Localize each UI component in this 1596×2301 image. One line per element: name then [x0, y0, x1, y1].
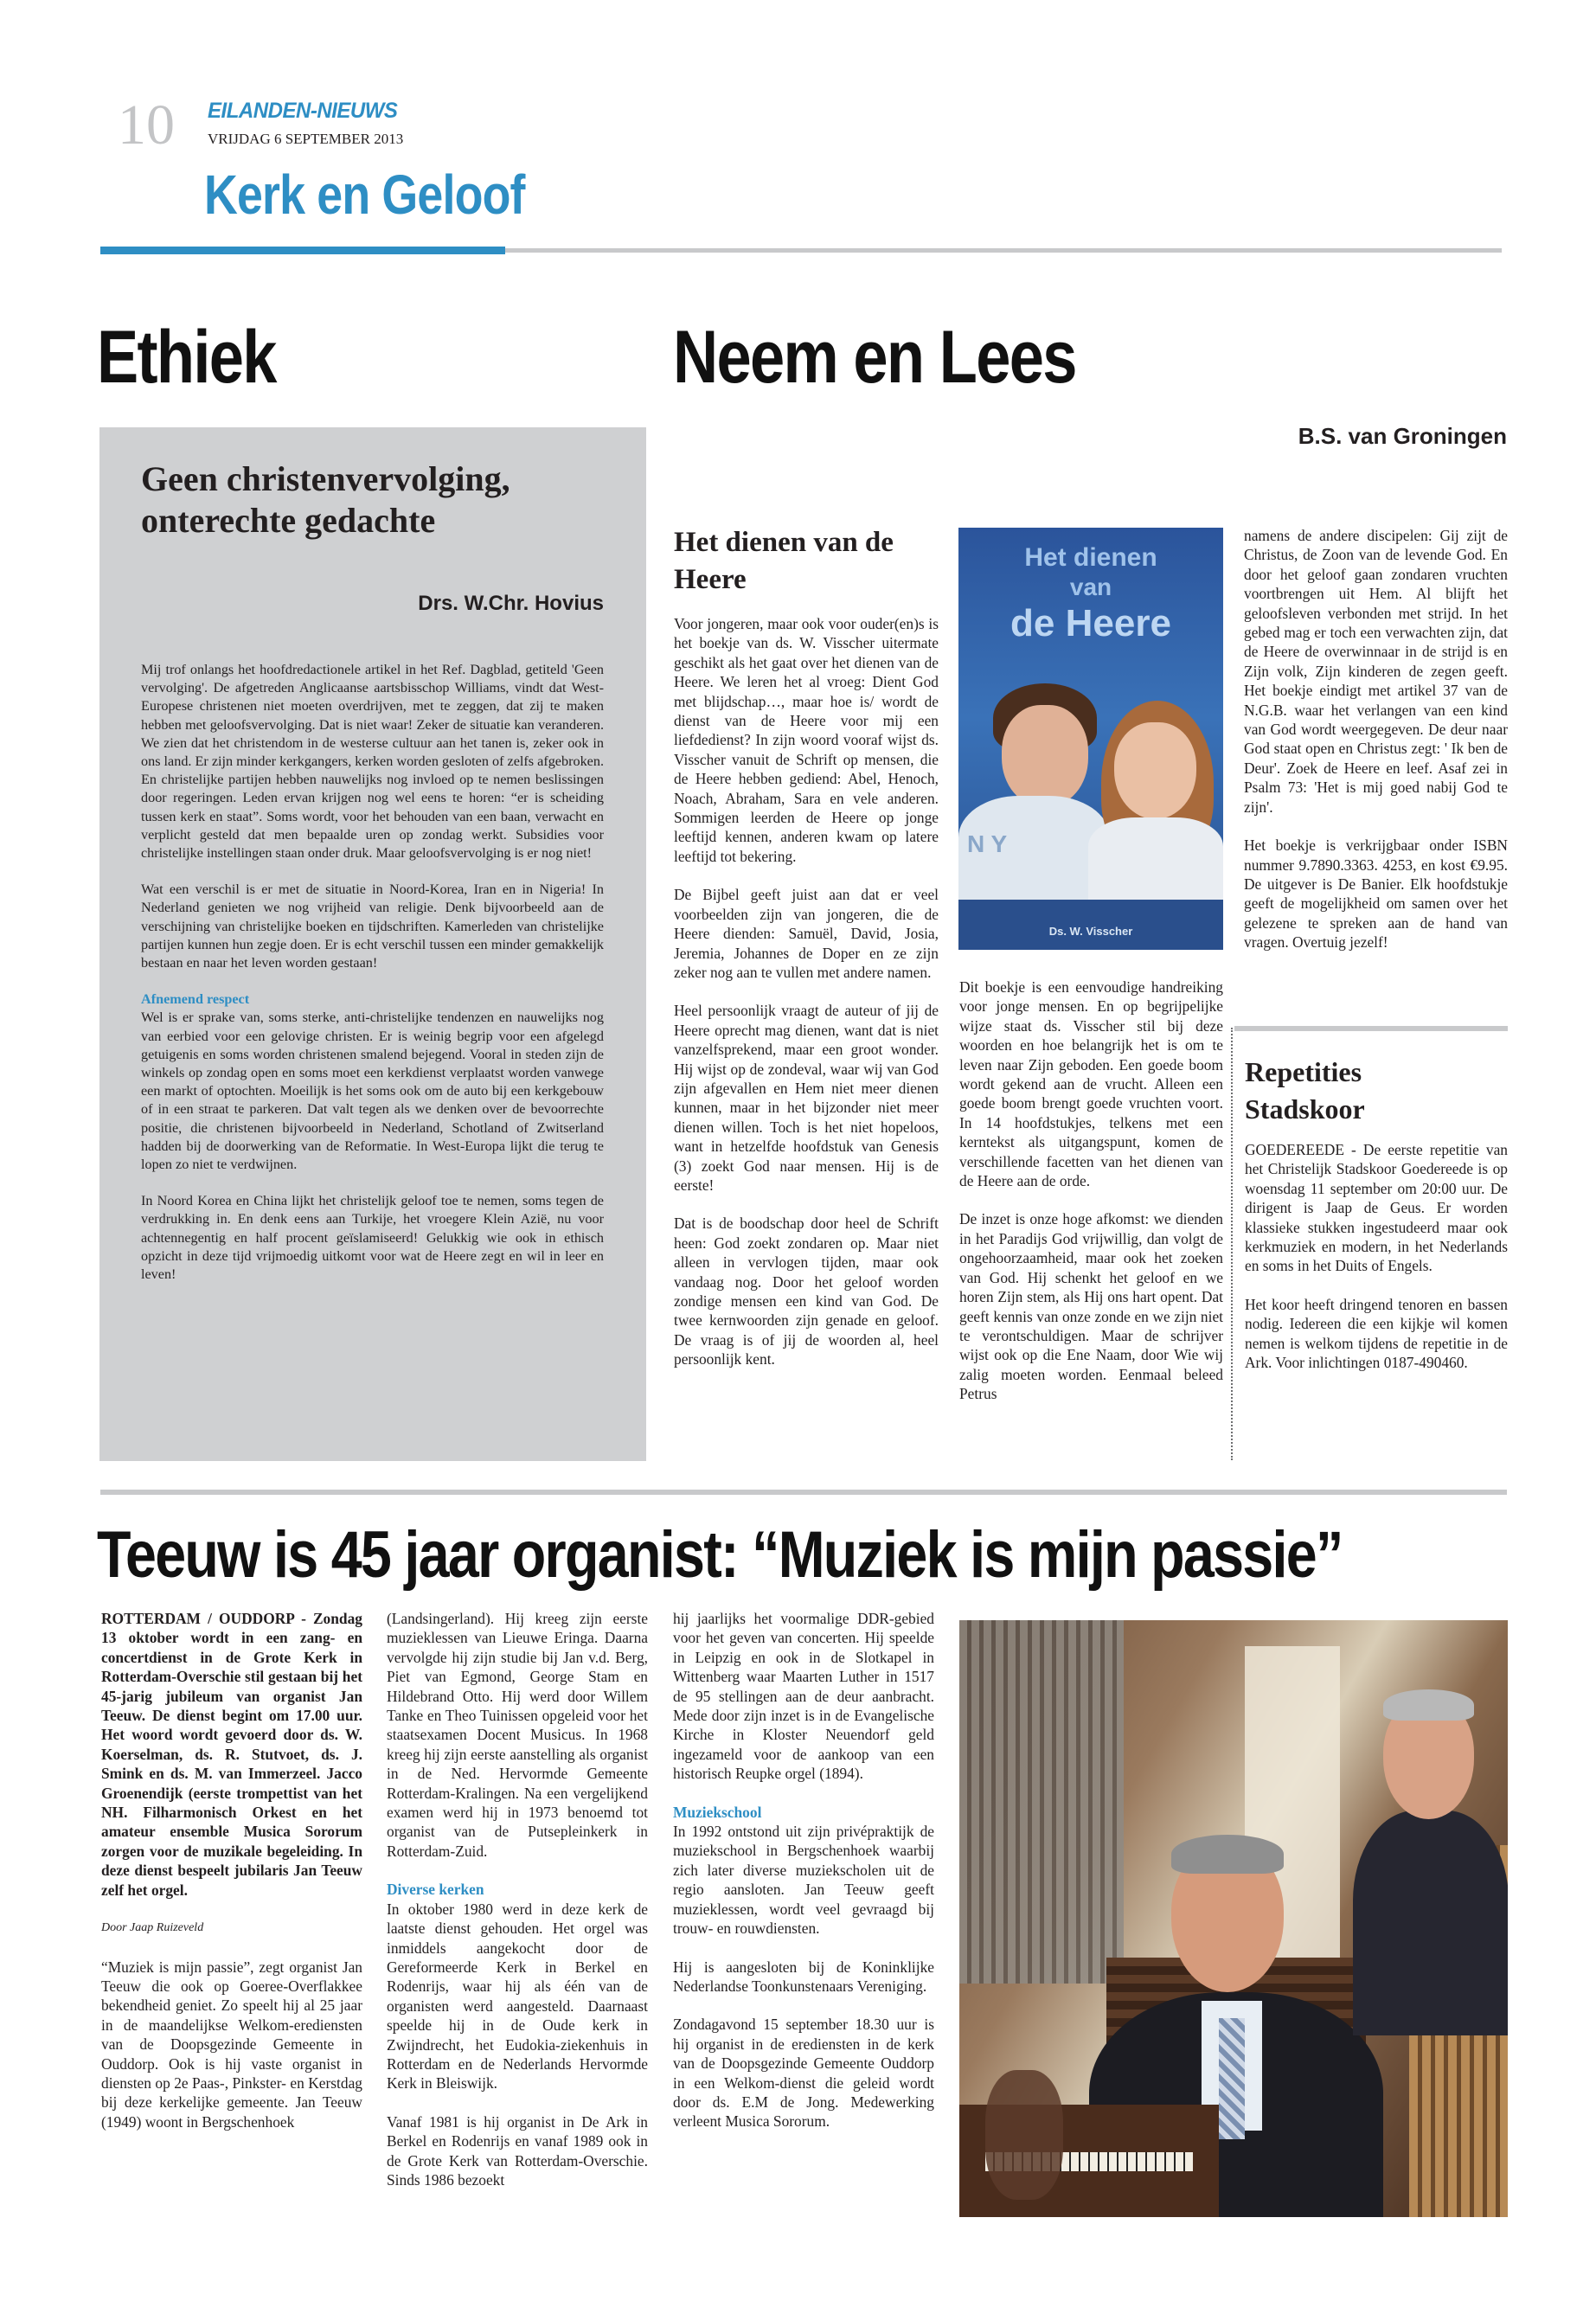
neem-en-lees-paragraph: Dit boekje is een eenvoudige handreiking voor jonge mensen. En op begrijpelijke wijze staat ds. Visscher stil bij deze woorden en hoe belangrijk het is om te leven naar Zijn geboden. Een goede boom wordt gekend aan de vrucht. Alleen een goede boom brengt goede vruchten voort. In 14 hoofdstukjes, telkens met een kerntekst als uitgangspunt, komen de verschillende facetten van het dienen van de Heere aan de orde. [959, 978, 1223, 1190]
girl-face [1114, 722, 1196, 819]
section-rule-accent [100, 247, 505, 254]
teeuw-paragraph: Zondagavond 15 september 18.30 uur is hij organist in de erediensten in de kerk van de Doopsgezinde Gemeente Ouddorp in een Welkom-dienst die geleid wordt door ds. E.M de Jong. Medewerking verleent Musica Sororum. [673, 2016, 934, 2131]
neem-en-lees-paragraph: Het boekje is verkrijgbaar onder ISBN nummer 9.7890.3363. 4253, en kost €9.95. De uitgever is De Banier. Elk hoofdstukje geeft de mogelijkheid om samen over het gelezene te spreken aan de hand van vragen. Overtuig jezelf! [1244, 836, 1508, 952]
book-cover-title-line: van [1069, 574, 1112, 600]
ethiek-paragraph: In Noord Korea en China lijkt het christelijk geloof toe te nemen, soms tegen de verdrukking in. En denk eens aan Turkije, het vroegere Klein Azië, nu voor achtennegentig en half procent geïslamiseerd! Gelukkig wie ook in ethisch opzicht in deze tijd vrijmoedig uitkomt voor wat de Heere zegt en wil in leer en leven! [141, 1193, 604, 1283]
ethiek-paragraph: Wel is er sprake van, soms sterke, anti-christelijke tendenzen en nauwelijks nog van eerbied voor een gelovige christen. Er is weinig begrip voor een afgelegd getuigenis en soms worden christenen smalend bejegend. Vooral in steden zijn de winkels op zondag open en soms moet een kerkdienst verplaatst worden vanwege een markt of optochten. Moeilijk is het soms ook om de auto bij een kerkgebouw of in een straat te parkeren. Dat valt tegen als we denken over de bevoorrechte positie, die christenen bijvoorbeeld in Nederland, Schotland of Zwitserland hadden bij de doorwerking van de Reformatie. In West-Europa lijkt die terug te lopen zo niet te verdwijnen. [141, 1009, 604, 1173]
column-dotted-separator [1231, 1028, 1233, 1460]
teeuw-paragraph: Vanaf 1981 is hij organist in De Ark in Berkel en Rodenrijs en vanaf 1989 ook in de Grote Kerk van Rotterdam-Overschie. Sinds 1986 bezoekt [387, 2112, 648, 2189]
teeuw-paragraph: In oktober 1980 werd in deze kerk de laatste dienst gehouden. Het orgel was inmiddels aangekocht door de Gereformeerde Kerk in Berkel en Rodenrijs, waar hij als één van de organisten werd aangesteld. Daarnaast speelde hij in de Oude kerk in Zwijndrecht, het Eudokia-ziekenhuis in Rotterdam en de Nederlands Hervormde Kerk in Bleiswijk. [387, 1900, 648, 2093]
man-right-hair [1383, 1689, 1474, 1721]
short-news-top-rule [1234, 1026, 1508, 1031]
book-cover-title [958, 543, 1223, 645]
neem-en-lees-paragraph: Voor jongeren, maar ook voor ouder(en)s is het boekje van ds. W. Visscher uitermate geschikt als het gaat over het dienen van de Heere. We leren het al vroeg: Dient God met blijdschap…, maar hoe is/ wordt de dienst van de Heere voor mij een liefdedienst? In zijn woord vooraf wijst ds. Visscher vanuit de Schrift op mensen, die de Heere hebben gediend: Abel, Henoch, Noach, Abraham, Sara en vele anderen. Sommigen leerden de Heere op jonge leeftijd kennen, anderen kwam op latere leeftijd tot bekering. [674, 615, 939, 865]
girl-shirt [1088, 817, 1223, 900]
teeuw-col1 [101, 1609, 362, 2131]
teeuw-subhead: Muziekschool [673, 1803, 762, 1821]
short-news-headline: Repetities Stadskoor [1245, 1056, 1365, 1125]
man-center-hair [1171, 1835, 1284, 1874]
ethiek-subhead: Afnemend respect [141, 991, 250, 1008]
short-news-paragraph: GOEDEREEDE - De eerste repetitie van het Christelijk Stadskoor Goedereede is op woensdag 11 september om 20:00 uur. De dirigent is Jaap de Geus. Er worden klassieke stukken ingestudeerd maar ook kerkmuziek en modern, in het Nederlands en soms in het Duits of Engels. [1245, 1141, 1508, 1275]
teeuw-col3 [673, 1609, 934, 2131]
teeuw-headline: Teeuw is 45 jaar organist: “Muziek is mijn passie” [97, 1518, 1343, 1592]
organ-pipes-left [959, 1620, 1124, 1984]
neem-en-lees-col2 [959, 977, 1223, 1404]
short-news-paragraph: Het koor heeft dringend tenoren en bassen nodig. Iedereen die een kijkje wil komen nemen is welkom tijdens de repetitie in de Ark. Voor inlichtingen 0187-490460. [1245, 1295, 1508, 1372]
neem-en-lees-paragraph: Heel persoonlijk vraagt de auteur of jij de Heere oprecht mag dienen, want dat is niet vanzelfsprekend, maar een groot wonder. Hij wijst op de zondeval, waar wij van God zijn afgevallen en Hem niet meer dienen kunnen, maar in het bijzonder niet meer dienen willen. Toch is het niet hopeloos, want in hetzelfde hoofdstuk van Genesis (3) zoekt God naar mensen. Hij is de eerste! [674, 1002, 939, 1194]
book-cover-title-line: Het dienen [1024, 543, 1157, 572]
neem-en-lees-heading: Neem en Lees [673, 316, 1076, 399]
neem-en-lees-paragraph: De inzet is onze hoge afkomst: we dienden in het Paradijs God vrijwillig, dan volgt de ongehoorzaamheid, maar ook het zoeken van God. Hij schenkt het geloof en we horen Zijn stem, als Hij ons hart opent. Dat geeft kennis van onze zonde en we zijn niet te verontschuldigen. Maar de schrijver wijst ook op die Ene Naam, door Wie wij zalig moeten worden. Eenmaal beleed Petrus [959, 1210, 1223, 1403]
teeuw-top-rule [100, 1490, 1507, 1495]
section-title: Kerk en Geloof [204, 163, 525, 226]
neem-en-lees-col1 [674, 614, 939, 1369]
teeuw-paragraph: “Muziek is mijn passie”, zegt organist Jan Teeuw die ook op Goeree-Overflakkee bekendheid geniet. Zo speelt hij al 25 jaar in de maandelijkse Welkom-erediensten van de Doopsgezinde Gemeente in Ouddorp. Ook is hij vaste organist in diensten op 2e Paas-, Pinkster- en Kerstdag bij deze kerkelijke gemeente. Jan Teeuw (1949) woont in Bergschenhoek [101, 1958, 362, 2131]
ethiek-body [141, 661, 604, 1302]
neem-en-lees-col3 [1244, 526, 1508, 952]
teeuw-subhead: Diverse kerken [387, 1881, 484, 1899]
man-center-tie [1219, 2018, 1245, 2139]
teeuw-paragraph: Hij is aangesloten bij de Koninklijke Nederlandse Toonkunstenaars Vereniging. [673, 1958, 934, 1995]
teeuw-col2 [387, 1609, 648, 2189]
neem-en-lees-headline: Het dienen van de Heere [674, 527, 894, 595]
ethiek-paragraph: Mij trof onlangs het hoofdredactionele artikel in het Ref. Dagblad, getiteld 'Geen vervolging'. De afgetreden Anglicaanse aartsbisschop Williams, vindt dat West-Europese christenen niet moeten overdrijven, met te zeggen, dat zij te maken hebben met geloofsvervolging. Dat is niet waar! Zeker de situatie kan veranderen. We zien dat het christendom in de westerse cultuur aan het tanen is, zeker ook in ons land. Er zijn minder kerkgangers, kerken worden gesloten of zelfs afgebroken. En christelijke partijen hebben nauwelijks nog invloed op te nemen beslissingen door regeringen. Leden ervan krijgen nog wel eens te horen: “er is scheiding tussen kerk en staat”. Soms wordt, voor het behouden van een baan, verwacht en verplicht gesteld dat men bepaalde uren op zondag werkt. Subsidies voor christelijke instellingen staan onder druk. Maar geloofsvervolging is er nog niet! [141, 662, 604, 862]
neem-en-lees-byline: B.S. van Groningen [1298, 423, 1507, 449]
book-cover-title-line: de Heere [1010, 602, 1171, 644]
boy-face [1002, 705, 1088, 807]
book-cover-shirt-text: N Y [967, 830, 1008, 857]
book-cover-author: Ds. W. Visscher [1048, 925, 1133, 938]
ethiek-author: Drs. W.Chr. Hovius [418, 592, 604, 615]
ethiek-heading: Ethiek [97, 316, 276, 399]
organist-player-figure [985, 2070, 1063, 2200]
ethiek-headline: Geen christenvervolging, onterechte gedachte [141, 459, 510, 540]
teeuw-lead: ROTTERDAM / OUDDORP - Zondag 13 oktober wordt in een zang- en concertdienst in de Grote Kerk in Rotterdam-Overschie stil gestaan bij het 45-jarig jubileum van organist Jan Teeuw. De dienst begint om 17.00 uur. Het woord wordt gevoerd door ds. W. Koerselman, ds. R. Stutvoet, ds. J. Smink en ds. M. van Immerzeel. Jacco Groenendijk (eerste trompettist van het NH. Filharmonisch Orkest en het amateur ensemble Musica Sororum zorgen voor de muzikale begeleiding. In deze dienst bespeelt jubilaris Jan Teeuw zelf het orgel. [101, 1610, 362, 1899]
teeuw-paragraph: (Landsingerland). Hij kreeg zijn eerste muzieklessen van Lieuwe Eringa. Daarna vervolgde hij zijn studie bij Jan v.d. Berg, Piet van Egmond, George Stam en Hildebrand Otto. Hij werd door Willem Tanke en Theo Tuinissen opgeleid voor het staatsexamen Docent Musicus. In 1968 kreeg hij zijn eerste aanstelling als organist in de Ned. Hervormde Gemeente Rotterdam-Kralingen. Na een vergelijkend examen werd hij in 1973 benoemd tot organist van de Putsepleinkerk in Rotterdam-Zuid. [387, 1610, 648, 1860]
neem-en-lees-paragraph: namens de andere discipelen: Gij zijt de Christus, de Zoon van de levende God. En door het geloof gaan zondaren vruchten voortbrengen uit Hem. Al blijft het geloofsleven verbonden met strijd. In het gebed mag er toch een verwachten zijn, dat de Heere de overwinnaar in de strijd is en Zijn volk, Zijn kinderen de zegen geeft. Het boekje eindigt met artikel 37 van de N.G.B. waar het verlangen van een kind van God wordt weergegeven. De deur naar God staat open en Christus zegt: ' Ik ben de Deur'. Zoek de Heere en leef. Asaf zei in Psalm 73: 'Het is mij goed nabij God te zijn'. [1244, 527, 1508, 816]
teeuw-byline: Door Jaap Ruizeveld [101, 1921, 204, 1935]
man-right-suit [1353, 1811, 1508, 2035]
neem-en-lees-paragraph: De Bijbel geeft juist aan dat er veel voorbeelden zijn van jongeren, die de Heere dienden: Samuël, David, Josia, Jeremia, Johannes de Doper en ze zijn zeker nog aan te vullen met andere namen. [674, 886, 939, 981]
neem-en-lees-paragraph: Dat is de boodschap door heel de Schrift heen: God zoekt zondaren op. Maar niet alleen in vervlogen tijden, maar ook vandaag nog. Door het geloof worden zondige mensen een kind van God. De twee kernwoorden zijn genade en geloof. De vraag is of jij de woorden al, heel persoonlijk kent. [674, 1215, 939, 1368]
page-number: 10 [118, 93, 175, 157]
ethiek-paragraph: Wat een verschil is er met de situatie in Noord-Korea, Iran en in Nigeria! In Nederland genieten we nog vrijheid van religie. Denk bijvoorbeeld aan de verschijning van christelijke boeken en tijdschriften. Kamerleden van christelijke partijen kunnen hun zegje doen. Er is echt verschil tussen een minder gemakkelijk bestaan en naar het leven worden gestaan! [141, 881, 604, 971]
organist-photo [959, 1620, 1508, 2217]
teeuw-paragraph: In 1992 ontstond uit zijn privépraktijk de muziekschool in Bergschenhoek waarbij zich later diverse muziekscholen uit de regio aansloten. Jan Teeuw geeft muzieklessen, wordt veel gevraagd bij trouw- en rouwdiensten. [673, 1823, 934, 1938]
book-cover-image [958, 528, 1223, 950]
paper-name-logo: EILANDEN-NIEUWS [208, 99, 398, 123]
short-news-body [1245, 1140, 1508, 1372]
publication-date: VRIJDAG 6 SEPTEMBER 2013 [208, 131, 404, 147]
teeuw-paragraph: hij jaarlijks het voormalige DDR-gebied voor het geven van concerten. Hij speelde in Leipzig en ook in de Slotkapel in Wittenberg waar Maarten Luther in 1517 de 95 stellingen aan de deur aanbracht. Mede door zijn inzet is in de Evangelische Kirche in Kloster Neuendorf geld ingezameld voor de aankoop van een historisch Reupke orgel (1894). [673, 1610, 934, 1783]
